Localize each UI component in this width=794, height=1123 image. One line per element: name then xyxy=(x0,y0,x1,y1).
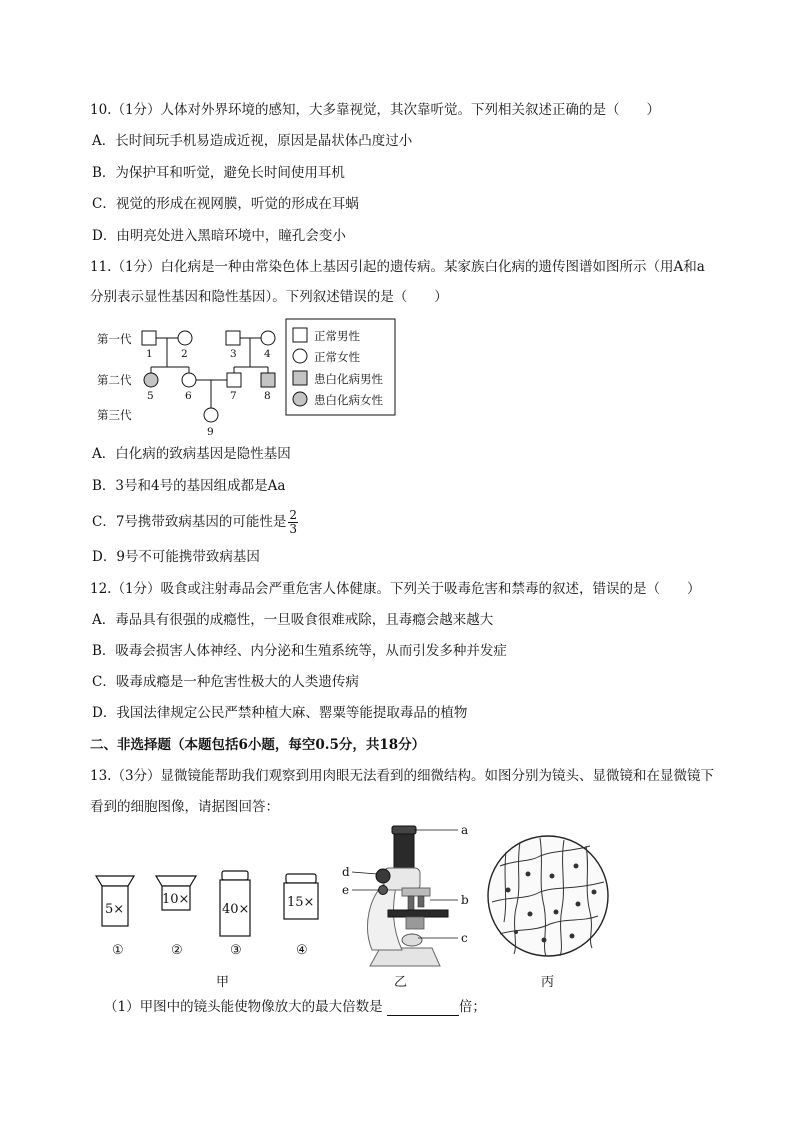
q10-option-d: D．由明亮处进入黑暗环境中，瞳孔会变小 xyxy=(92,228,346,244)
pedigree-chart xyxy=(0,310,420,440)
svg-text:正常男性: 正常男性 xyxy=(314,329,360,343)
gen-label-3: 第三代 xyxy=(97,408,132,422)
svg-text:8: 8 xyxy=(264,390,271,402)
caption-bing: 丙 xyxy=(541,975,555,990)
lens-1 xyxy=(96,876,134,958)
svg-text:5×: 5× xyxy=(105,902,125,917)
q10-stem: 10.（1分）人体对外界环境的感知，大多靠视觉，其次靠听觉。下列相关叙述正确的是（ ） xyxy=(90,102,661,118)
q12-option-d: D．我国法律规定公民严禁种植大麻、罂粟等能提取毒品的植物 xyxy=(92,705,468,721)
microscope-figure xyxy=(0,816,640,996)
individual-3-male xyxy=(226,331,240,345)
microscope xyxy=(368,826,448,966)
svg-text:④: ④ xyxy=(296,943,308,958)
svg-text:b: b xyxy=(461,893,469,907)
q11-option-d: D．9号不可能携带致病基因 xyxy=(92,549,260,565)
individual-7-male xyxy=(227,373,241,387)
svg-text:40×: 40× xyxy=(222,902,250,917)
svg-text:①: ① xyxy=(112,943,124,958)
fraction: $\frac{2}{3}$ xyxy=(289,508,298,536)
lens-4 xyxy=(284,874,318,958)
q11-option-c: C．7号携带致病基因的可能性是 $\frac{2}{3}$ xyxy=(92,508,298,536)
caption-jia: 甲 xyxy=(216,975,230,990)
individual-6-female xyxy=(182,373,196,387)
svg-text:5: 5 xyxy=(147,390,154,402)
q11-stem-line2: 分别表示显性基因和隐性基因）。下列叙述错误的是（ ） xyxy=(90,289,448,305)
svg-text:6: 6 xyxy=(185,390,192,402)
svg-text:2: 2 xyxy=(181,348,188,360)
q10-option-a: A．长时间玩手机易造成近视，原因是晶状体凸度过小 xyxy=(92,133,413,149)
individual-5-affected-female xyxy=(144,373,158,387)
gen-label-1: 第一代 xyxy=(97,332,132,346)
svg-text:7: 7 xyxy=(230,390,237,402)
individual-9-female xyxy=(204,408,218,422)
lens-2 xyxy=(156,876,196,958)
individual-2-female xyxy=(178,331,192,345)
lens-3 xyxy=(220,871,250,958)
svg-text:e: e xyxy=(342,883,350,897)
q12-stem: 12.（1分）吸食或注射毒品会严重危害人体健康。下列关于吸毒危害和禁毒的叙述，错误的是（ ） xyxy=(90,581,701,597)
q12-option-a: A．毒品具有很强的成瘾性，一旦吸食很难戒除，且毒瘾会越来越大 xyxy=(92,612,494,628)
svg-text:10×: 10× xyxy=(162,892,190,907)
q11-option-a: A．白化病的致病基因是隐性基因 xyxy=(92,446,291,462)
q10-option-c: C．视觉的形成在视网膜，听觉的形成在耳蜗 xyxy=(92,196,359,212)
svg-text:②: ② xyxy=(171,943,183,958)
svg-text:4: 4 xyxy=(264,348,271,360)
svg-text:9: 9 xyxy=(207,426,214,438)
svg-text:③: ③ xyxy=(230,943,242,958)
svg-text:c: c xyxy=(461,931,468,945)
individual-8-affected-male xyxy=(261,373,275,387)
caption-yi: 乙 xyxy=(394,975,408,990)
individual-4-female xyxy=(261,331,275,345)
svg-text:a: a xyxy=(461,823,469,837)
svg-text:15×: 15× xyxy=(287,895,315,910)
q13-stem-line1: 13.（3分）显微镜能帮助我们观察到用肉眼无法看到的细微结构。如图分别为镜头、显微镜和在显微镜下 xyxy=(90,768,715,784)
q11-stem-line1: 11.（1分）白化病是一种由常染色体上基因引起的遗传病。某家族白化病的遗传图谱如图所示（用A和a xyxy=(90,259,705,275)
q12-option-b: B．吸毒会损害人体神经、内分泌和生殖系统等，从而引发多种并发症 xyxy=(92,643,507,659)
svg-text:3: 3 xyxy=(230,348,237,360)
gen-label-2: 第二代 xyxy=(97,373,132,387)
svg-text:患白化病女性: 患白化病女性 xyxy=(314,393,383,407)
svg-text:1: 1 xyxy=(146,348,153,360)
svg-text:正常女性: 正常女性 xyxy=(314,350,360,364)
q13-stem-line2: 看到的细胞图像，请据图回答： xyxy=(90,799,279,815)
cell-view xyxy=(488,836,608,956)
svg-text:d: d xyxy=(342,865,350,879)
svg-text:患白化病男性: 患白化病男性 xyxy=(314,372,383,386)
section-heading: 二、非选择题（本题包括6小题，每空0.5分，共18分） xyxy=(90,737,426,753)
q10-option-b: B．为保护耳和听觉，避免长时间使用耳机 xyxy=(92,165,345,181)
q13-sub1: （1）甲图中的镜头能使物像放大的最大倍数是 倍； xyxy=(104,999,486,1015)
q12-option-c: C．吸毒成瘾是一种危害性极大的人类遗传病 xyxy=(92,674,359,690)
answer-blank[interactable] xyxy=(387,1001,459,1016)
individual-1-male xyxy=(142,331,156,345)
q11-option-b: B．3号和4号的基因组成都是Aa xyxy=(92,478,286,494)
